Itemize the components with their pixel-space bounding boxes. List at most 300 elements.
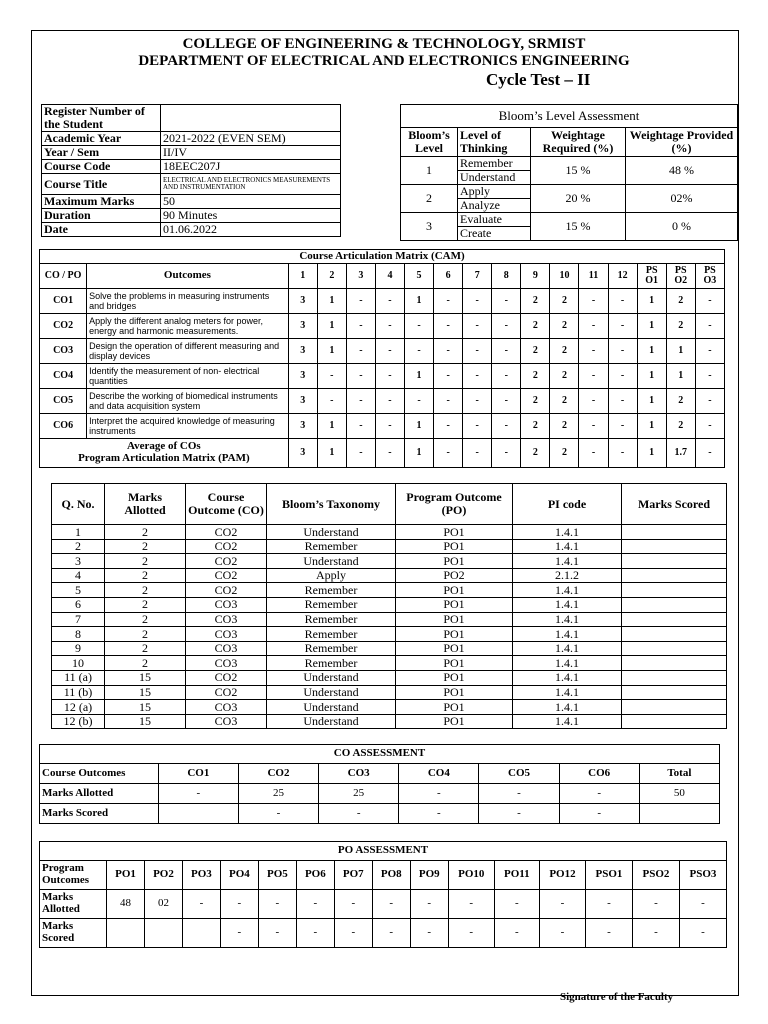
thinking-1b: Understand <box>458 171 531 185</box>
cam-value: 1 <box>317 339 346 364</box>
question-cell: CO3 <box>186 641 267 656</box>
cam-po-header: PS O2 <box>666 264 695 289</box>
cam-value: - <box>375 414 404 439</box>
cam-value: - <box>346 414 375 439</box>
cam-value: 2 <box>521 289 550 314</box>
cam-value: 3 <box>288 339 317 364</box>
marks-scored-cell[interactable] <box>622 597 727 612</box>
question-cell: 2 <box>105 641 186 656</box>
po-allotted-value: - <box>494 890 539 919</box>
thinking-1a: Remember <box>458 157 531 171</box>
co-allotted-value: 50 <box>639 784 719 804</box>
cam-po-header: 4 <box>375 264 404 289</box>
cam-value: - <box>434 314 463 339</box>
question-cell: 15 <box>105 670 186 685</box>
question-cell: PO1 <box>396 714 513 729</box>
cam-average-value: - <box>375 439 404 468</box>
po-assessment-header: PO1 <box>107 861 145 890</box>
cam-value: - <box>695 314 724 339</box>
question-header: Q. No. <box>52 484 105 525</box>
thinking-3b: Create <box>458 227 531 241</box>
po-allotted-value: - <box>220 890 258 919</box>
cam-value: - <box>492 339 521 364</box>
po-scored-value[interactable] <box>144 919 182 948</box>
question-header: Marks Scored <box>622 484 727 525</box>
co-allotted-value: 25 <box>238 784 318 804</box>
question-cell: PO1 <box>396 525 513 540</box>
duration-label: Duration <box>42 209 161 223</box>
question-cell: 2 <box>105 539 186 554</box>
student-info-table <box>41 104 341 237</box>
question-table <box>51 483 727 729</box>
po-scored-value[interactable]: - <box>679 919 726 948</box>
co-assessment-header: CO5 <box>479 764 559 784</box>
po-assessment-header: PO6 <box>296 861 334 890</box>
marks-scored-cell[interactable] <box>622 641 727 656</box>
cam-po-header: 8 <box>492 264 521 289</box>
po-scored-label: Marks Scored <box>40 919 107 948</box>
cam-average-value: - <box>434 439 463 468</box>
cam-value: - <box>375 289 404 314</box>
po-allotted-value: - <box>182 890 220 919</box>
cam-value: 2 <box>666 314 695 339</box>
cam-row <box>40 389 725 414</box>
cam-value: - <box>492 314 521 339</box>
cam-average-label <box>40 439 289 468</box>
cam-co-label: CO4 <box>40 364 87 389</box>
cam-value: 1 <box>405 414 434 439</box>
code-value: 18EEC207J <box>161 160 341 174</box>
cam-co-label: CO2 <box>40 314 87 339</box>
cam-value: - <box>608 364 637 389</box>
bloom-header-provided: Weightage Provided (%) <box>626 128 738 157</box>
year-value: 2021-2022 (EVEN SEM) <box>161 132 341 146</box>
cam-value: 1 <box>637 389 666 414</box>
cam-value: - <box>492 414 521 439</box>
thinking-2b: Analyze <box>458 199 531 213</box>
question-cell: 4 <box>52 568 105 583</box>
question-row <box>52 685 727 700</box>
college-title: COLLEGE OF ENGINEERING & TECHNOLOGY, SRMIST <box>182 36 586 52</box>
cam-value: - <box>434 414 463 439</box>
question-cell: 1.4.1 <box>513 627 622 642</box>
po-allotted-value: - <box>539 890 585 919</box>
marks-scored-cell[interactable] <box>622 568 727 583</box>
question-cell: 2 <box>105 554 186 569</box>
po-allotted-value: - <box>334 890 372 919</box>
po-assessment-header: PO8 <box>372 861 410 890</box>
cam-average-value: 2 <box>521 439 550 468</box>
question-cell: PO1 <box>396 539 513 554</box>
cam-value: - <box>375 339 404 364</box>
question-cell: 2 <box>105 525 186 540</box>
cam-outcomes-header: Outcomes <box>87 264 289 289</box>
date-value: 01.06.2022 <box>161 223 341 237</box>
po-scored-value[interactable]: - <box>296 919 334 948</box>
po-allotted-value: - <box>296 890 334 919</box>
question-cell: PO1 <box>396 583 513 598</box>
cam-value: 2 <box>521 364 550 389</box>
provided-3: 0 % <box>626 213 738 241</box>
cam-average-value: 1 <box>317 439 346 468</box>
question-cell: CO2 <box>186 554 267 569</box>
cam-po-header: 2 <box>317 264 346 289</box>
code-label: Course Code <box>42 160 161 174</box>
question-header: PI code <box>513 484 622 525</box>
po-assessment-header: PSO3 <box>679 861 726 890</box>
yearsem-label: Year / Sem <box>42 146 161 160</box>
question-cell: 9 <box>52 641 105 656</box>
cam-value: - <box>434 289 463 314</box>
co-scored-value[interactable]: - <box>559 804 639 824</box>
cam-average-value: - <box>579 439 608 468</box>
po-scored-value[interactable]: - <box>448 919 494 948</box>
bloom-header-required: Weightage Required (%) <box>531 128 626 157</box>
po-assessment-title: PO ASSESSMENT <box>40 842 727 861</box>
co-allotted-value: - <box>399 784 479 804</box>
question-cell: 3 <box>52 554 105 569</box>
question-cell: 5 <box>52 583 105 598</box>
question-cell: 15 <box>105 700 186 715</box>
question-cell: 2 <box>105 656 186 671</box>
department-title: DEPARTMENT OF ELECTRICAL AND ELECTRONICS ENGINEERING <box>138 53 630 69</box>
question-cell: PO1 <box>396 612 513 627</box>
po-assessment-header: PO5 <box>258 861 296 890</box>
marks-scored-cell[interactable] <box>622 700 727 715</box>
co-scored-value[interactable] <box>639 804 719 824</box>
marks-scored-cell[interactable] <box>622 554 727 569</box>
po-assessment-header: PO4 <box>220 861 258 890</box>
thinking-2a: Apply <box>458 185 531 199</box>
cam-table <box>39 249 725 468</box>
cam-outcome-text: Interpret the acquired knowledge of measuring instruments <box>87 414 289 439</box>
question-cell: PO1 <box>396 597 513 612</box>
question-cell: 11 (b) <box>52 685 105 700</box>
question-row <box>52 597 727 612</box>
question-cell: Remember <box>267 627 396 642</box>
po-assessment-table <box>39 841 727 948</box>
co-allotted-value: - <box>559 784 639 804</box>
question-cell: CO3 <box>186 627 267 642</box>
po-scored-value[interactable]: - <box>220 919 258 948</box>
po-scored-value[interactable]: - <box>334 919 372 948</box>
question-row <box>52 641 727 656</box>
question-cell: PO1 <box>396 656 513 671</box>
cam-value: - <box>405 314 434 339</box>
question-cell: Remember <box>267 583 396 598</box>
marks-scored-cell[interactable] <box>622 627 727 642</box>
cam-value: - <box>579 289 608 314</box>
po-scored-value[interactable] <box>107 919 145 948</box>
co-assessment-header: Total <box>639 764 719 784</box>
cam-co-label: CO6 <box>40 414 87 439</box>
po-assessment-header: PO3 <box>182 861 220 890</box>
cam-co-label: CO3 <box>40 339 87 364</box>
po-allotted-value: - <box>448 890 494 919</box>
question-cell: Remember <box>267 597 396 612</box>
question-row <box>52 714 727 729</box>
cam-value: - <box>695 364 724 389</box>
po-scored-value[interactable] <box>182 919 220 948</box>
marks-scored-cell[interactable] <box>622 685 727 700</box>
cam-value: - <box>405 389 434 414</box>
po-allotted-value: 02 <box>144 890 182 919</box>
cam-average-value: - <box>695 439 724 468</box>
question-cell: 1.4.1 <box>513 583 622 598</box>
po-allotted-value: 48 <box>107 890 145 919</box>
question-cell: 2 <box>105 568 186 583</box>
co-scored-value[interactable]: - <box>319 804 399 824</box>
yearsem-value: II/IV <box>161 146 341 160</box>
po-scored-value[interactable]: - <box>632 919 679 948</box>
thinking-3a: Evaluate <box>458 213 531 227</box>
question-cell: 8 <box>52 627 105 642</box>
register-label: Register Number of the Student <box>42 105 161 132</box>
cam-value: 2 <box>550 364 579 389</box>
cam-value: 1 <box>666 364 695 389</box>
cam-row <box>40 314 725 339</box>
cam-value: 3 <box>288 314 317 339</box>
cam-po-header: 10 <box>550 264 579 289</box>
co-scored-label: Marks Scored <box>40 804 159 824</box>
cam-value: - <box>434 339 463 364</box>
co-scored-value[interactable]: - <box>479 804 559 824</box>
question-row <box>52 656 727 671</box>
marks-scored-cell[interactable] <box>622 525 727 540</box>
cam-value: 1 <box>637 414 666 439</box>
cam-row <box>40 414 725 439</box>
cam-value: 1 <box>405 364 434 389</box>
question-cell: 1.4.1 <box>513 670 622 685</box>
bloom-level-1: 1 <box>401 157 458 185</box>
question-cell: CO2 <box>186 670 267 685</box>
question-cell: 2.1.2 <box>513 568 622 583</box>
cam-value: 2 <box>550 339 579 364</box>
cam-value: 2 <box>666 389 695 414</box>
question-cell: CO3 <box>186 612 267 627</box>
question-cell: 1.4.1 <box>513 539 622 554</box>
po-assessment-header: PO12 <box>539 861 585 890</box>
question-cell: CO3 <box>186 700 267 715</box>
cam-po-header: PS O1 <box>637 264 666 289</box>
question-cell: CO2 <box>186 525 267 540</box>
avg-label-2: Program Articulation Matrix (PAM) <box>78 452 250 464</box>
question-cell: CO2 <box>186 685 267 700</box>
po-allotted-label: Marks Allotted <box>40 890 107 919</box>
co-assessment-header: CO1 <box>158 764 238 784</box>
marks-scored-cell[interactable] <box>622 583 727 598</box>
cam-outcome-text: Identify the measurement of non- electrical quantities <box>87 364 289 389</box>
cam-po-header: 12 <box>608 264 637 289</box>
question-row <box>52 568 727 583</box>
question-cell: Understand <box>267 670 396 685</box>
question-cell: Apply <box>267 568 396 583</box>
cam-value: 1 <box>317 414 346 439</box>
cam-title: Course Articulation Matrix (CAM) <box>40 250 725 264</box>
cam-value: 3 <box>288 414 317 439</box>
po-scored-value[interactable]: - <box>494 919 539 948</box>
cam-value: - <box>317 364 346 389</box>
cam-value: 3 <box>288 364 317 389</box>
co-assessment-header: CO3 <box>319 764 399 784</box>
po-allotted-value: - <box>586 890 633 919</box>
po-allotted-value: - <box>679 890 726 919</box>
question-cell: 2 <box>105 597 186 612</box>
question-cell: 1.4.1 <box>513 700 622 715</box>
question-cell: Understand <box>267 714 396 729</box>
cam-value: 2 <box>666 289 695 314</box>
question-cell: 1.4.1 <box>513 641 622 656</box>
cam-average-value: - <box>463 439 492 468</box>
cam-value: - <box>434 364 463 389</box>
bloom-header-thinking: Level of Thinking <box>458 128 531 157</box>
cam-value: - <box>579 314 608 339</box>
question-cell: CO2 <box>186 583 267 598</box>
title-value: ELECTRICAL AND ELECTRONICS MEASUREMENTS AND INSTRUMENTATION <box>161 174 341 195</box>
co-assessment-header: CO4 <box>399 764 479 784</box>
cam-value: - <box>463 389 492 414</box>
cam-average-value: - <box>492 439 521 468</box>
co-allotted-value: - <box>479 784 559 804</box>
register-value[interactable] <box>161 105 341 132</box>
cam-value: - <box>608 289 637 314</box>
cam-outcome-text: Apply the different analog meters for power, energy and harmonic measurements. <box>87 314 289 339</box>
marks-scored-cell[interactable] <box>622 612 727 627</box>
cam-average-value: 1 <box>637 439 666 468</box>
question-row <box>52 700 727 715</box>
po-allotted-value: - <box>258 890 296 919</box>
question-cell: CO3 <box>186 656 267 671</box>
cam-row <box>40 289 725 314</box>
cam-value: - <box>346 389 375 414</box>
cam-value: - <box>608 339 637 364</box>
co-scored-value[interactable]: - <box>238 804 318 824</box>
test-title: Cycle Test – II <box>486 70 591 89</box>
cam-value: - <box>463 414 492 439</box>
question-cell: PO1 <box>396 554 513 569</box>
question-cell: 12 (a) <box>52 700 105 715</box>
co-assessment-header: CO6 <box>559 764 639 784</box>
cam-value: 3 <box>288 389 317 414</box>
question-cell: 15 <box>105 714 186 729</box>
cam-value: 2 <box>550 414 579 439</box>
cam-value: - <box>492 389 521 414</box>
cam-value: - <box>608 389 637 414</box>
cam-value: - <box>346 314 375 339</box>
cam-value: - <box>405 339 434 364</box>
question-cell: Remember <box>267 539 396 554</box>
question-row <box>52 554 727 569</box>
po-scored-value[interactable]: - <box>372 919 410 948</box>
cam-value: 1 <box>666 339 695 364</box>
cam-po-header: 3 <box>346 264 375 289</box>
question-cell: 6 <box>52 597 105 612</box>
cam-value: 1 <box>637 289 666 314</box>
po-scored-value[interactable]: - <box>586 919 633 948</box>
po-row-label: Program Outcomes <box>40 861 107 890</box>
cam-value: - <box>695 339 724 364</box>
co-allotted-value: - <box>158 784 238 804</box>
question-row <box>52 627 727 642</box>
po-assessment-header: PSO2 <box>632 861 679 890</box>
cam-value: - <box>375 389 404 414</box>
po-allotted-value: - <box>632 890 679 919</box>
cam-value: - <box>434 389 463 414</box>
date-label: Date <box>42 223 161 237</box>
po-scored-value[interactable]: - <box>258 919 296 948</box>
provided-1: 48 % <box>626 157 738 185</box>
cam-value: - <box>317 389 346 414</box>
po-scored-value[interactable]: - <box>410 919 448 948</box>
po-scored-value[interactable]: - <box>539 919 585 948</box>
po-assessment-header: PO2 <box>144 861 182 890</box>
question-cell: 15 <box>105 685 186 700</box>
co-scored-value[interactable] <box>158 804 238 824</box>
marks-scored-cell[interactable] <box>622 539 727 554</box>
cam-outcome-text: Design the operation of different measuring and display devices <box>87 339 289 364</box>
question-cell: Remember <box>267 656 396 671</box>
cam-value: 1 <box>637 339 666 364</box>
question-cell: 2 <box>105 612 186 627</box>
question-cell: PO1 <box>396 641 513 656</box>
marks-scored-cell[interactable] <box>622 714 727 729</box>
cam-po-header: 7 <box>463 264 492 289</box>
cam-row <box>40 339 725 364</box>
co-assessment-title: CO ASSESSMENT <box>40 745 720 764</box>
question-header: Program Outcome (PO) <box>396 484 513 525</box>
cam-value: 2 <box>666 414 695 439</box>
co-scored-value[interactable]: - <box>399 804 479 824</box>
cam-value: - <box>346 339 375 364</box>
marks-scored-cell[interactable] <box>622 656 727 671</box>
po-assessment-header: PO7 <box>334 861 372 890</box>
cam-average-value: - <box>346 439 375 468</box>
cam-average-value: 1 <box>405 439 434 468</box>
co-assessment-table <box>39 744 720 824</box>
question-cell: 1.4.1 <box>513 597 622 612</box>
cam-value: 2 <box>550 314 579 339</box>
question-cell: 12 (b) <box>52 714 105 729</box>
cam-value: - <box>695 414 724 439</box>
question-header: Course Outcome (CO) <box>186 484 267 525</box>
question-cell: PO2 <box>396 568 513 583</box>
duration-value: 90 Minutes <box>161 209 341 223</box>
year-label: Academic Year <box>42 132 161 146</box>
avg-label-1: Average of COs <box>126 440 201 453</box>
cam-value: 2 <box>521 414 550 439</box>
cam-value: 1 <box>637 314 666 339</box>
cam-po-header: 11 <box>579 264 608 289</box>
cam-value: - <box>608 414 637 439</box>
cam-po-header: 5 <box>405 264 434 289</box>
bloom-level-2: 2 <box>401 185 458 213</box>
title-label: Course Title <box>42 174 161 195</box>
cam-po-header: 6 <box>434 264 463 289</box>
question-cell: CO3 <box>186 714 267 729</box>
marks-scored-cell[interactable] <box>622 670 727 685</box>
cam-value: 2 <box>550 289 579 314</box>
cam-value: - <box>492 289 521 314</box>
required-3: 15 % <box>531 213 626 241</box>
question-cell: Remember <box>267 612 396 627</box>
cam-co-label: CO5 <box>40 389 87 414</box>
question-cell: 10 <box>52 656 105 671</box>
question-row <box>52 539 727 554</box>
cam-value: - <box>463 314 492 339</box>
cam-po-header: 9 <box>521 264 550 289</box>
cam-value: 1 <box>317 314 346 339</box>
cam-value: - <box>579 389 608 414</box>
